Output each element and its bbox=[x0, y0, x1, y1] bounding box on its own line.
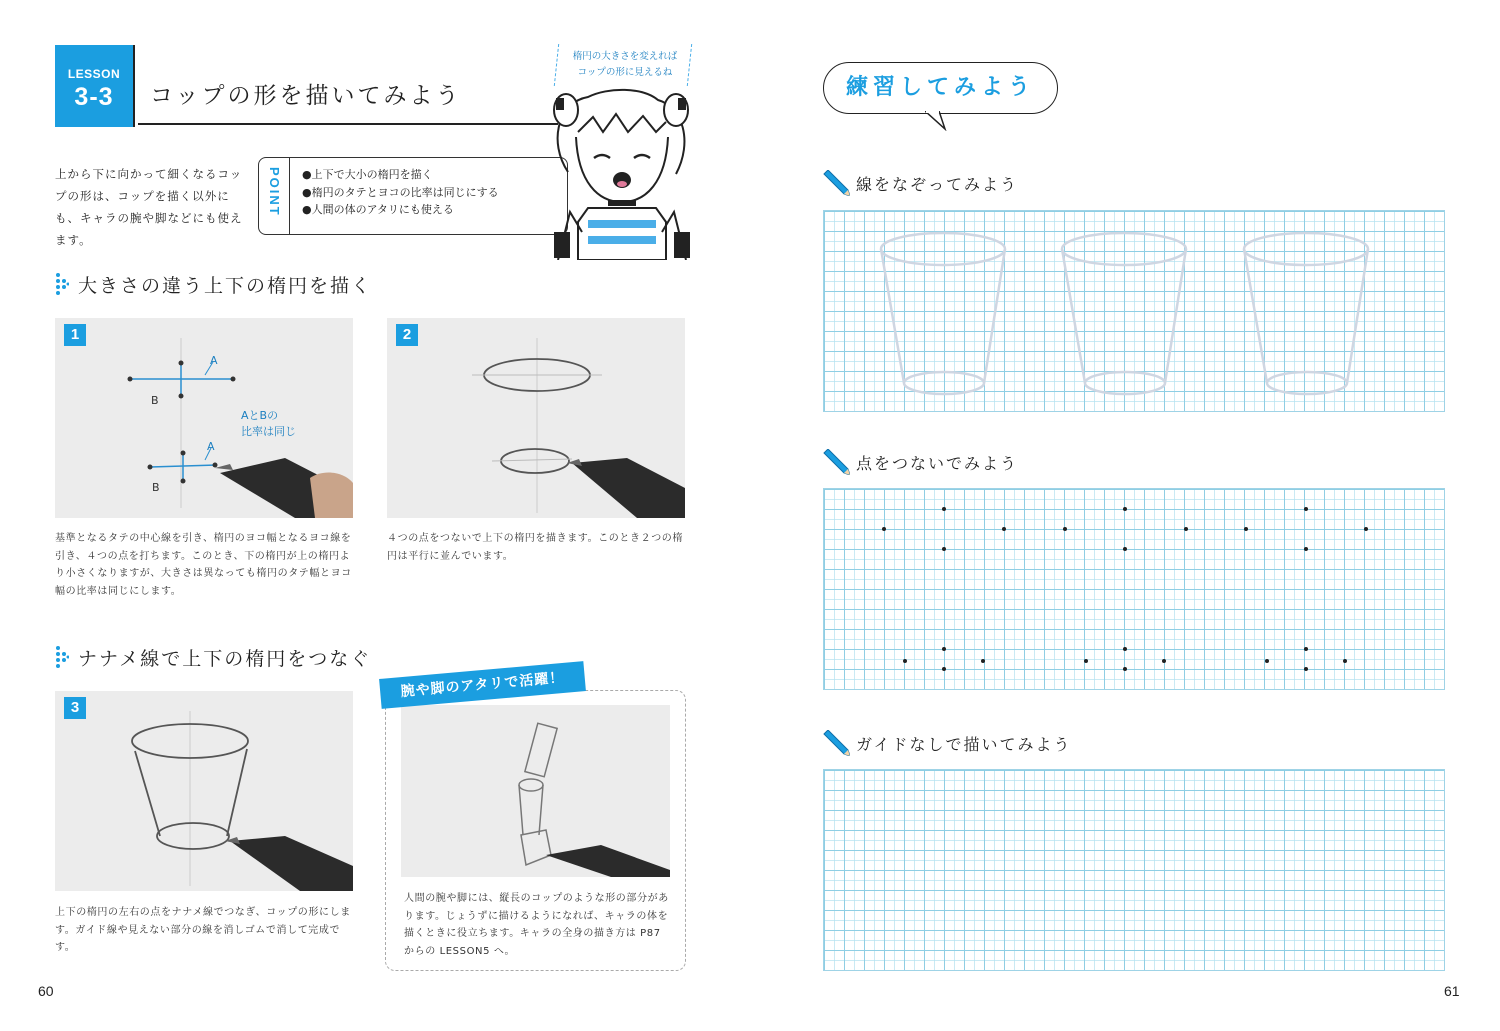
pencil-icon bbox=[822, 730, 850, 756]
step3-sketch bbox=[55, 691, 353, 891]
lesson-title: コップの形を描いてみよう bbox=[150, 83, 462, 109]
speech-bubble-text bbox=[560, 49, 690, 81]
pencil-icon bbox=[822, 449, 850, 475]
step1-photo bbox=[55, 318, 353, 518]
step3-caption: 上下の楕円の左右の点をナナメ線でつなぎ、コップの形にします。ガイド線や見えない部分の線を消しゴムで消して完成です。 bbox=[55, 907, 351, 953]
step1-number: 1 bbox=[64, 324, 86, 346]
connect-dots bbox=[824, 489, 1446, 691]
point-list bbox=[302, 166, 499, 219]
section-heading-1: 大きさの違う上下の楕円を描く bbox=[78, 275, 373, 297]
point-item: ●上下で大小の楕円を描く bbox=[302, 168, 433, 181]
character-illustration bbox=[548, 82, 696, 260]
step2-photo bbox=[387, 318, 685, 518]
lesson-number: 3-3 bbox=[74, 83, 114, 111]
trace-heading: 線をなぞってみよう bbox=[856, 175, 1019, 194]
title-edge-line bbox=[133, 45, 135, 127]
step3-photo bbox=[55, 691, 353, 891]
step1-label-a2: A bbox=[207, 440, 215, 453]
step1-note-line2: 比率は同じ bbox=[241, 425, 296, 438]
tip-caption: 人間の腕や脚には、縦長のコップのような形の部分があります。じょうずに描けるようになれば、キャラの体を描くときに役立ちます。キャラの全身の描き方は P87 からの LESSON5 へ。 bbox=[404, 893, 669, 957]
speech-line-1: 楕円の大きさを変えれば bbox=[572, 51, 678, 62]
step2-number: 2 bbox=[396, 324, 418, 346]
trace-grid[interactable] bbox=[823, 210, 1445, 412]
point-tag-label: POINT bbox=[267, 167, 282, 217]
section-dots-icon bbox=[55, 645, 69, 669]
page-number-left: 60 bbox=[38, 983, 54, 999]
bubble-tail-icon bbox=[925, 111, 949, 131]
section-dots-icon bbox=[55, 272, 69, 296]
speech-line-2: コップの形に見えるね bbox=[577, 67, 673, 78]
pencil-icon bbox=[822, 170, 850, 196]
step1-label-b1: B bbox=[151, 394, 159, 407]
point-item: ●楕円のタテとヨコの比率は同じにする bbox=[302, 185, 499, 199]
lesson-badge bbox=[55, 45, 133, 127]
step2-sketch bbox=[387, 318, 685, 518]
lesson-label: LESSON bbox=[67, 67, 121, 81]
tip-banner: 腕や脚のアタリで活躍！ bbox=[379, 661, 586, 709]
title-underline bbox=[138, 123, 558, 125]
free-draw-grid[interactable] bbox=[823, 769, 1445, 971]
point-tag bbox=[258, 157, 290, 235]
step1-caption: 基準となるタテの中心線を引き、楕円のヨコ幅となるヨコ線を引き、４つの点を打ちます。このとき、下の楕円が上の楕円より小さくなりますが、大きさは異なっても楕円のタテ幅とヨコ幅の比率は同じにします。 bbox=[55, 533, 352, 597]
dots-grid[interactable] bbox=[823, 488, 1445, 690]
trace-cups bbox=[824, 211, 1446, 413]
tip-photo bbox=[401, 705, 670, 877]
page-number-right: 61 bbox=[1444, 983, 1460, 999]
step1-note-line1: AとBの bbox=[241, 409, 279, 422]
intro-text: 上から下に向かって細くなるコップの形は、コップを描く以外にも、キャラの腕や脚などにも使えます。 bbox=[55, 167, 243, 247]
step1-label-a1: A bbox=[210, 354, 218, 367]
step1-label-b2: B bbox=[152, 481, 160, 494]
step1-note bbox=[241, 408, 296, 440]
section-heading-2: ナナメ線で上下の楕円をつなぐ bbox=[78, 648, 372, 670]
step1-sketch bbox=[55, 318, 353, 518]
step2-caption: ４つの点をつないで上下の楕円を描きます。このとき２つの楕円は平行に並んでいます。 bbox=[387, 533, 683, 562]
free-draw-heading: ガイドなしで描いてみよう bbox=[856, 735, 1072, 754]
tip-sketch bbox=[401, 705, 670, 877]
step3-number: 3 bbox=[64, 697, 86, 719]
dots-heading: 点をつないでみよう bbox=[856, 454, 1019, 473]
practice-title: 練習してみよう bbox=[845, 75, 1035, 100]
point-item: ●人間の体のアタリにも使える bbox=[302, 203, 454, 216]
